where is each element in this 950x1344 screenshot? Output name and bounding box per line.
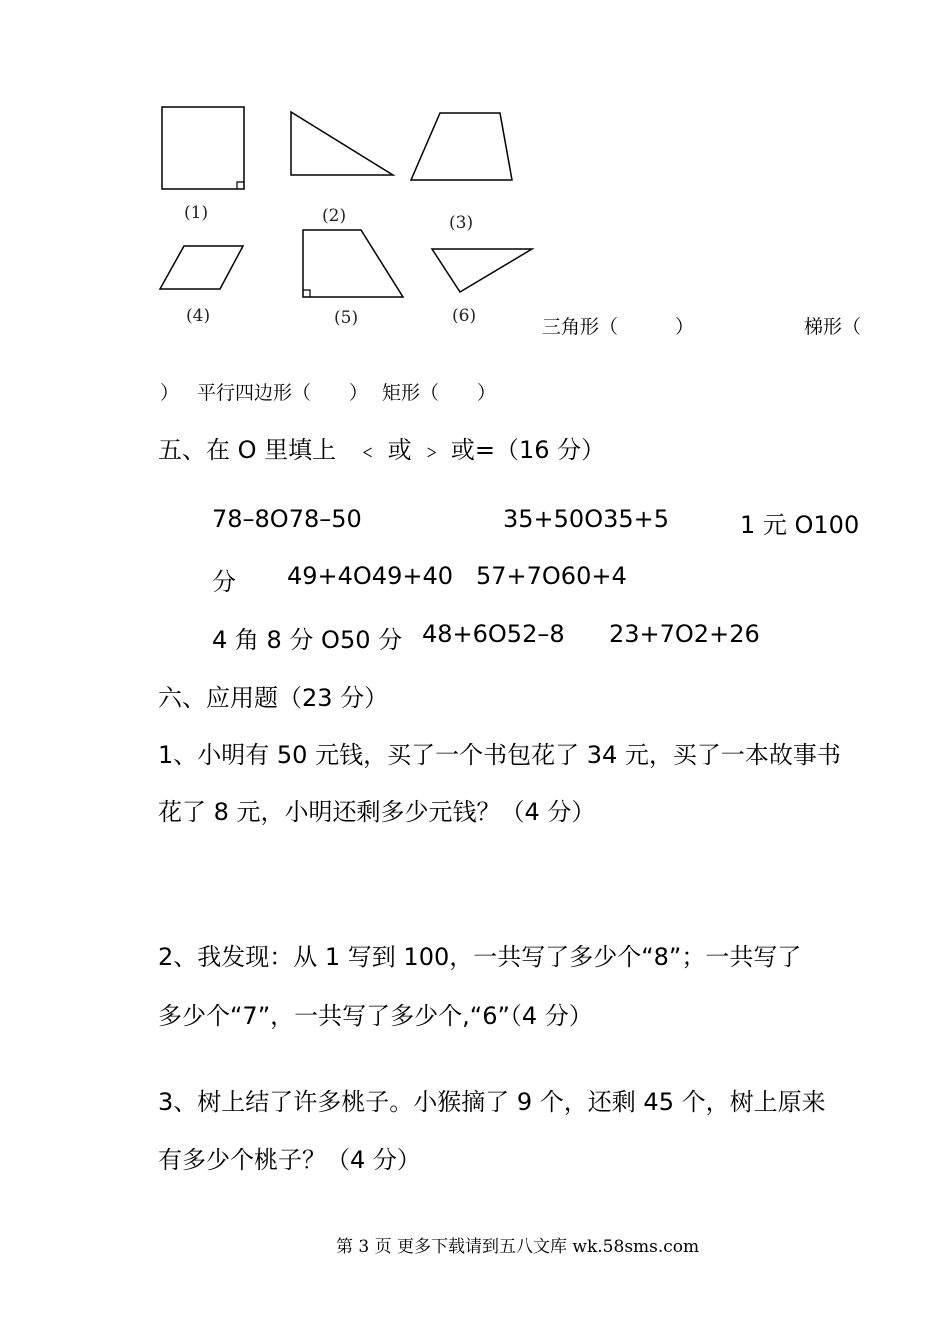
q2-line2: 多少个“7”，一共写了多少个,“6”（4 分）: [158, 1002, 593, 1030]
q2-line1: 2、我发现：从 1 写到 100，一共写了多少个“8”；一共写了: [158, 943, 802, 971]
s5-r2-a: 分: [212, 568, 236, 596]
q1-line1: 1、小明有 50 元钱，买了一个书包花了 34 元，买了一本故事书: [158, 741, 841, 769]
s5-r3-b: 48+6O52–8: [422, 620, 565, 648]
q3-line1: 3、树上结了许多桃子。小猴摘了 9 个，还剩 45 个，树上原来: [158, 1088, 826, 1116]
classify-trapezoid-close: ）: [160, 382, 180, 404]
s5-r3-c: 23+7O2+26: [609, 620, 760, 648]
shape-4-parallelogram: [160, 246, 243, 289]
classify-trapezoid: 梯形（: [804, 316, 862, 338]
shape-1-square: [162, 107, 244, 189]
s5-r2-b: 49+4O49+40: [287, 562, 453, 590]
shapes-figure: [0, 0, 950, 340]
q1-line2: 花了 8 元，小明还剩多少元钱？（4 分）: [158, 798, 596, 826]
s5-r2-c: 57+7O60+4: [476, 562, 627, 590]
shape-3-trapezoid: [411, 113, 512, 180]
shape-6-triangle: [432, 249, 532, 292]
s5-r3-a: 4 角 8 分 O50 分: [212, 626, 403, 654]
shape-label-1: (1): [184, 203, 209, 223]
page-footer: 第 3 页 更多下载请到五八文库 wk.58sms.com: [336, 1237, 700, 1257]
shape-2-right-triangle: [291, 112, 393, 175]
s5-r1-a: 78–8O78–50: [212, 505, 362, 533]
s5-r1-b: 35+50O35+5: [503, 505, 669, 533]
shape-label-4: (4): [186, 306, 211, 326]
section5-title: 五、在 O 里填上: [158, 436, 337, 464]
q3-line2: 有多少个桃子？（4 分）: [158, 1146, 421, 1174]
shape-label-3: (3): [449, 213, 474, 233]
classify-rectangle: 矩形（ ）: [382, 382, 497, 404]
classify-parallelogram: 平行四边形（ ）: [197, 382, 369, 404]
shape-label-2: (2): [322, 206, 347, 226]
shape-label-5: (5): [334, 308, 359, 328]
section5-title-rest: ﹤ 或 ﹥ 或=（16 分）: [356, 436, 606, 464]
shape-label-6: (6): [452, 306, 477, 326]
shape-5-right-trapezoid: [303, 230, 403, 297]
s5-r1-c: 1 元 O100: [740, 511, 860, 539]
classify-triangle: 三角形（ ）: [542, 316, 695, 338]
section6-title: 六、应用题（23 分）: [158, 684, 389, 712]
